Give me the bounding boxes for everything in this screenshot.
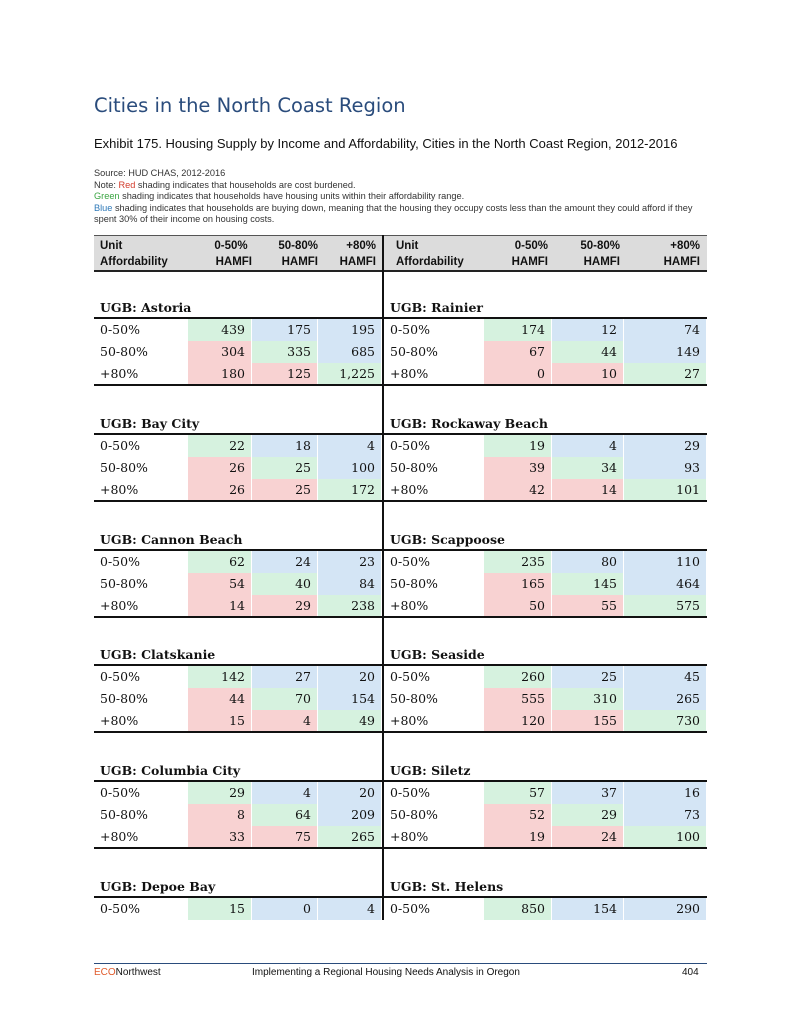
group-name: UGB: Scappoose (390, 532, 505, 547)
table-cell: 26 (188, 479, 252, 501)
group-bottom-rule (384, 500, 707, 502)
header-col-50-80: 50-80% (278, 240, 318, 252)
table-cell: 15 (188, 710, 252, 732)
header-col-80-hamfi: HAMFI (339, 256, 376, 268)
table-cell: 4 (252, 710, 318, 732)
table-row (94, 573, 382, 595)
group-name: UGB: St. Helens (390, 879, 504, 894)
table-cell: 25 (252, 479, 318, 501)
row-label: +80% (390, 482, 429, 497)
header-col-50-80-hamfi: HAMFI (281, 256, 318, 268)
table-cell: 290 (624, 898, 707, 920)
table-cell: 850 (484, 898, 552, 920)
table-cell: 25 (552, 666, 624, 688)
table-cell: 14 (552, 479, 624, 501)
header-col-80-right: +80% (670, 240, 700, 252)
table-group (94, 640, 707, 733)
table-row (384, 479, 707, 501)
row-label: 0-50% (390, 785, 430, 800)
row-label: 50-80% (100, 691, 148, 706)
table-cell: 20 (318, 666, 382, 688)
table-row (94, 595, 382, 617)
table-cell: 75 (252, 826, 318, 848)
group-name: UGB: Rainier (390, 300, 484, 315)
table-cell: 10 (552, 363, 624, 385)
table-cell: 439 (188, 319, 252, 341)
row-label: 50-80% (100, 460, 148, 475)
table-row (384, 573, 707, 595)
table-cell: 4 (318, 898, 382, 920)
table-cell: 57 (484, 782, 552, 804)
table-cell: 55 (552, 595, 624, 617)
group-name: UGB: Rockaway Beach (390, 416, 548, 431)
table-cell: 265 (318, 826, 382, 848)
table-cell: 100 (318, 457, 382, 479)
table-row (384, 804, 707, 826)
group-name: UGB: Seaside (390, 647, 485, 662)
group-bottom-rule (384, 731, 707, 733)
group-bottom-rule (94, 500, 382, 502)
table-row (384, 551, 707, 573)
table-cell: 101 (624, 479, 707, 501)
table-cell: 154 (552, 898, 624, 920)
table-cell: 74 (624, 319, 707, 341)
table-cell: 24 (552, 826, 624, 848)
table-row (94, 710, 382, 732)
table-row (384, 319, 707, 341)
table-cell: 29 (552, 804, 624, 826)
table-cell: 37 (552, 782, 624, 804)
group-right (384, 525, 707, 618)
table-cell: 44 (188, 688, 252, 710)
table-cell: 464 (624, 573, 707, 595)
table-cell: 4 (318, 435, 382, 457)
group-bottom-rule (94, 384, 382, 386)
footer-brand: ECONorthwest (94, 967, 161, 978)
header-affordability: Affordability (100, 256, 168, 268)
table-row (384, 826, 707, 848)
group-bottom-rule (94, 616, 382, 618)
table-cell: 44 (552, 341, 624, 363)
group-name: UGB: Cannon Beach (100, 532, 243, 547)
header-affordability-right: Affordability (396, 256, 464, 268)
page-number: 404 (682, 967, 699, 978)
group-left (94, 640, 382, 733)
table-cell: 1,225 (318, 363, 382, 385)
table-cell: 67 (484, 341, 552, 363)
table-row (94, 688, 382, 710)
table-header (94, 235, 707, 272)
table-row (384, 710, 707, 732)
table-row (94, 341, 382, 363)
group-name: UGB: Depoe Bay (100, 879, 216, 894)
table-row (94, 898, 382, 920)
group-left (94, 525, 382, 618)
row-label: +80% (100, 598, 139, 613)
group-left (94, 409, 382, 502)
table-cell: 73 (624, 804, 707, 826)
row-label: 50-80% (100, 576, 148, 591)
header-col-50-80-right: 50-80% (580, 240, 620, 252)
table-cell: 730 (624, 710, 707, 732)
green-note: Green shading indicates that households have housing units within their affordability range. (94, 191, 465, 202)
table-cell: 49 (318, 710, 382, 732)
row-label: 0-50% (100, 322, 140, 337)
table-row (94, 826, 382, 848)
table-row (384, 457, 707, 479)
table-cell: 45 (624, 666, 707, 688)
group-bottom-rule (384, 384, 707, 386)
table-cell: 39 (484, 457, 552, 479)
table-cell: 195 (318, 319, 382, 341)
table-cell: 14 (188, 595, 252, 617)
table-row (384, 898, 707, 920)
group-right (384, 640, 707, 733)
table-row (384, 435, 707, 457)
row-label: +80% (390, 829, 429, 844)
table-cell: 174 (484, 319, 552, 341)
row-label: 50-80% (390, 344, 438, 359)
row-label: 50-80% (390, 576, 438, 591)
table-row (94, 457, 382, 479)
table-cell: 22 (188, 435, 252, 457)
row-label: 0-50% (390, 322, 430, 337)
table-cell: 165 (484, 573, 552, 595)
table-cell: 80 (552, 551, 624, 573)
footer-rule (94, 963, 707, 964)
table-row (94, 666, 382, 688)
table-cell: 29 (624, 435, 707, 457)
table-row (94, 435, 382, 457)
table-cell: 8 (188, 804, 252, 826)
row-label: 0-50% (100, 669, 140, 684)
group-bottom-rule (94, 847, 382, 849)
table-cell: 155 (552, 710, 624, 732)
table-cell: 50 (484, 595, 552, 617)
table-cell: 238 (318, 595, 382, 617)
table-row (384, 666, 707, 688)
table-cell: 120 (484, 710, 552, 732)
table-row (94, 479, 382, 501)
group-name: UGB: Bay City (100, 416, 200, 431)
housing-supply-table (94, 235, 707, 920)
table-cell: 64 (252, 804, 318, 826)
table-row (94, 551, 382, 573)
table-row (94, 804, 382, 826)
table-cell: 125 (252, 363, 318, 385)
group-right (384, 872, 707, 920)
header-col-0-50-hamfi-right: HAMFI (511, 256, 548, 268)
row-label: +80% (390, 366, 429, 381)
table-cell: 52 (484, 804, 552, 826)
table-cell: 33 (188, 826, 252, 848)
table-row (94, 363, 382, 385)
table-cell: 70 (252, 688, 318, 710)
table-group (94, 409, 707, 502)
row-label: 0-50% (390, 554, 430, 569)
table-cell: 62 (188, 551, 252, 573)
table-cell: 19 (484, 435, 552, 457)
row-label: +80% (390, 598, 429, 613)
header-unit-right: Unit (396, 240, 419, 252)
group-left (94, 872, 382, 920)
row-label: +80% (100, 829, 139, 844)
page-title: Cities in the North Coast Region (94, 94, 406, 117)
table-row (94, 782, 382, 804)
table-cell: 0 (484, 363, 552, 385)
table-cell: 26 (188, 457, 252, 479)
row-label: 0-50% (100, 438, 140, 453)
footer-title: Implementing a Regional Housing Needs Analysis in Oregon (252, 967, 520, 978)
table-cell: 15 (188, 898, 252, 920)
header-col-80-hamfi-right: HAMFI (663, 256, 700, 268)
table-row (384, 782, 707, 804)
table-cell: 0 (252, 898, 318, 920)
group-name: UGB: Columbia City (100, 763, 241, 778)
table-group (94, 872, 707, 965)
table-group (94, 756, 707, 849)
blue-note: Blue shading indicates that households are buying down, meaning that the housing they occupy costs less than the amount they could afford if they spent 30% of their income on housing costs. (94, 202, 693, 225)
header-col-0-50: 0-50% (214, 240, 248, 252)
row-label: +80% (100, 366, 139, 381)
source-note: Source: HUD CHAS, 2012-2016 (94, 168, 226, 178)
group-name: UGB: Siletz (390, 763, 471, 778)
table-cell: 100 (624, 826, 707, 848)
group-bottom-rule (384, 847, 707, 849)
header-col-50-80-hamfi-right: HAMFI (583, 256, 620, 268)
table-cell: 40 (252, 573, 318, 595)
group-left (94, 756, 382, 849)
table-cell: 20 (318, 782, 382, 804)
group-left (94, 293, 382, 386)
table-cell: 209 (318, 804, 382, 826)
row-label: 0-50% (100, 554, 140, 569)
row-label: +80% (100, 482, 139, 497)
table-cell: 27 (252, 666, 318, 688)
row-label: 0-50% (390, 669, 430, 684)
table-cell: 575 (624, 595, 707, 617)
row-label: 50-80% (390, 807, 438, 822)
row-label: 50-80% (390, 691, 438, 706)
table-cell: 180 (188, 363, 252, 385)
table-cell: 175 (252, 319, 318, 341)
table-cell: 16 (624, 782, 707, 804)
table-cell: 12 (552, 319, 624, 341)
table-group (94, 293, 707, 386)
table-cell: 27 (624, 363, 707, 385)
header-col-0-50-right: 0-50% (514, 240, 548, 252)
table-cell: 19 (484, 826, 552, 848)
table-cell: 29 (252, 595, 318, 617)
table-cell: 235 (484, 551, 552, 573)
group-name: UGB: Clatskanie (100, 647, 216, 662)
table-cell: 29 (188, 782, 252, 804)
table-cell: 154 (318, 688, 382, 710)
red-note: Note: Red shading indicates that households are cost burdened. (94, 179, 356, 190)
exhibit-title: Exhibit 175. Housing Supply by Income and Affordability, Cities in the North Coast Region, 2012-2016 (94, 136, 678, 151)
table-cell: 310 (552, 688, 624, 710)
group-bottom-rule (94, 731, 382, 733)
table-cell: 42 (484, 479, 552, 501)
table-row (384, 688, 707, 710)
table-cell: 34 (552, 457, 624, 479)
group-right (384, 293, 707, 386)
table-cell: 4 (252, 782, 318, 804)
row-label: +80% (100, 713, 139, 728)
table-row (94, 319, 382, 341)
group-right (384, 409, 707, 502)
table-cell: 335 (252, 341, 318, 363)
group-bottom-rule (384, 616, 707, 618)
row-label: 0-50% (100, 785, 140, 800)
table-row (384, 341, 707, 363)
table-cell: 142 (188, 666, 252, 688)
table-cell: 23 (318, 551, 382, 573)
table-cell: 304 (188, 341, 252, 363)
table-cell: 24 (252, 551, 318, 573)
table-cell: 93 (624, 457, 707, 479)
table-cell: 18 (252, 435, 318, 457)
table-cell: 54 (188, 573, 252, 595)
table-cell: 25 (252, 457, 318, 479)
table-cell: 149 (624, 341, 707, 363)
row-label: 0-50% (100, 901, 140, 916)
row-label: 0-50% (390, 901, 430, 916)
header-col-0-50-hamfi: HAMFI (215, 256, 252, 268)
row-label: 0-50% (390, 438, 430, 453)
table-row (384, 595, 707, 617)
group-name: UGB: Astoria (100, 300, 192, 315)
table-cell: 84 (318, 573, 382, 595)
table-cell: 260 (484, 666, 552, 688)
table-cell: 145 (552, 573, 624, 595)
table-group (94, 525, 707, 618)
table-cell: 4 (552, 435, 624, 457)
row-label: 50-80% (390, 460, 438, 475)
group-right (384, 756, 707, 849)
header-unit: Unit (100, 240, 123, 252)
row-label: +80% (390, 713, 429, 728)
row-label: 50-80% (100, 344, 148, 359)
table-cell: 685 (318, 341, 382, 363)
header-col-80: +80% (346, 240, 376, 252)
row-label: 50-80% (100, 807, 148, 822)
table-cell: 110 (624, 551, 707, 573)
table-cell: 265 (624, 688, 707, 710)
table-row (384, 363, 707, 385)
table-cell: 172 (318, 479, 382, 501)
notes (94, 168, 714, 226)
table-cell: 555 (484, 688, 552, 710)
